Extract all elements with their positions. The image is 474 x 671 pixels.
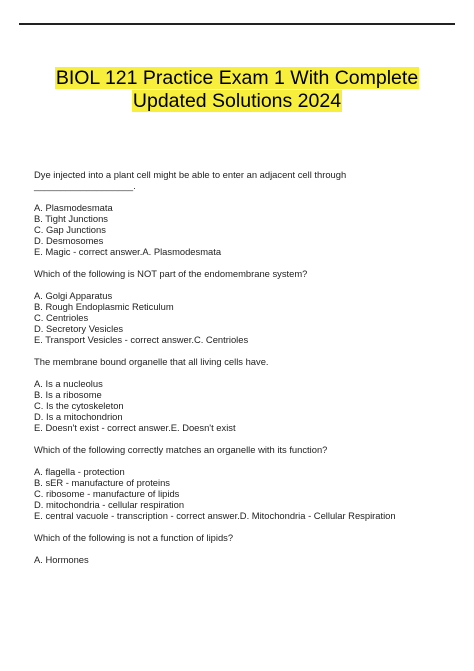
question-5 xyxy=(34,532,454,565)
option-item: E. Doesn't exist - correct answer.E. Doesn't exist xyxy=(34,422,236,433)
option-item: C. Gap Junctions xyxy=(34,224,106,235)
option-item: A. flagella - protection xyxy=(34,466,125,477)
option-item: B. Is a ribosome xyxy=(34,389,102,400)
option-list xyxy=(34,466,454,521)
option-item: A. Golgi Apparatus xyxy=(34,290,113,301)
option-item: A. Hormones xyxy=(34,554,89,565)
question-text: The membrane bound organelle that all living cells have. xyxy=(34,356,269,367)
answer-blank: ___________________. xyxy=(34,180,136,191)
option-item: A. Plasmodesmata xyxy=(34,202,113,213)
option-item: B. Rough Endoplasmic Reticulum xyxy=(34,301,174,312)
question-2 xyxy=(34,268,454,345)
question-text: Which of the following is NOT part of the endomembrane system? xyxy=(34,268,308,279)
question-text: Which of the following is not a function of lipids? xyxy=(34,532,234,543)
option-item: B. Tight Junctions xyxy=(34,213,108,224)
option-item: E. central vacuole - transcription - correct answer.D. Mitochondria - Cellular Respiration xyxy=(34,510,396,521)
top-divider xyxy=(19,23,455,25)
option-list xyxy=(34,202,454,257)
question-text: Which of the following correctly matches an organelle with its function? xyxy=(34,444,328,455)
questions-list xyxy=(34,169,454,576)
option-item: C. ribosome - manufacture of lipids xyxy=(34,488,180,499)
option-item: A. Is a nucleolus xyxy=(34,378,103,389)
option-item: E. Magic - correct answer.A. Plasmodesmata xyxy=(34,246,222,257)
option-list xyxy=(34,378,454,433)
option-item: E. Transport Vesicles - correct answer.C. Centrioles xyxy=(34,334,249,345)
option-list xyxy=(34,290,454,345)
question-text: Dye injected into a plant cell might be able to enter an adjacent cell through xyxy=(34,169,347,180)
option-item: D. mitochondria - cellular respiration xyxy=(34,499,185,510)
document-title xyxy=(40,67,434,113)
option-item: D. Is a mitochondrion xyxy=(34,411,123,422)
option-item: B. sER - manufacture of proteins xyxy=(34,477,170,488)
option-item: C. Centrioles xyxy=(34,312,89,323)
question-3 xyxy=(34,356,454,433)
option-item: C. Is the cytoskeleton xyxy=(34,400,124,411)
question-4 xyxy=(34,444,454,521)
option-list xyxy=(34,554,454,565)
title-line-2: Updated Solutions 2024 xyxy=(132,90,342,112)
title-line-1: BIOL 121 Practice Exam 1 With Complete xyxy=(55,67,419,89)
question-1 xyxy=(34,169,454,257)
option-item: D. Secretory Vesicles xyxy=(34,323,124,334)
option-item: D. Desmosomes xyxy=(34,235,104,246)
